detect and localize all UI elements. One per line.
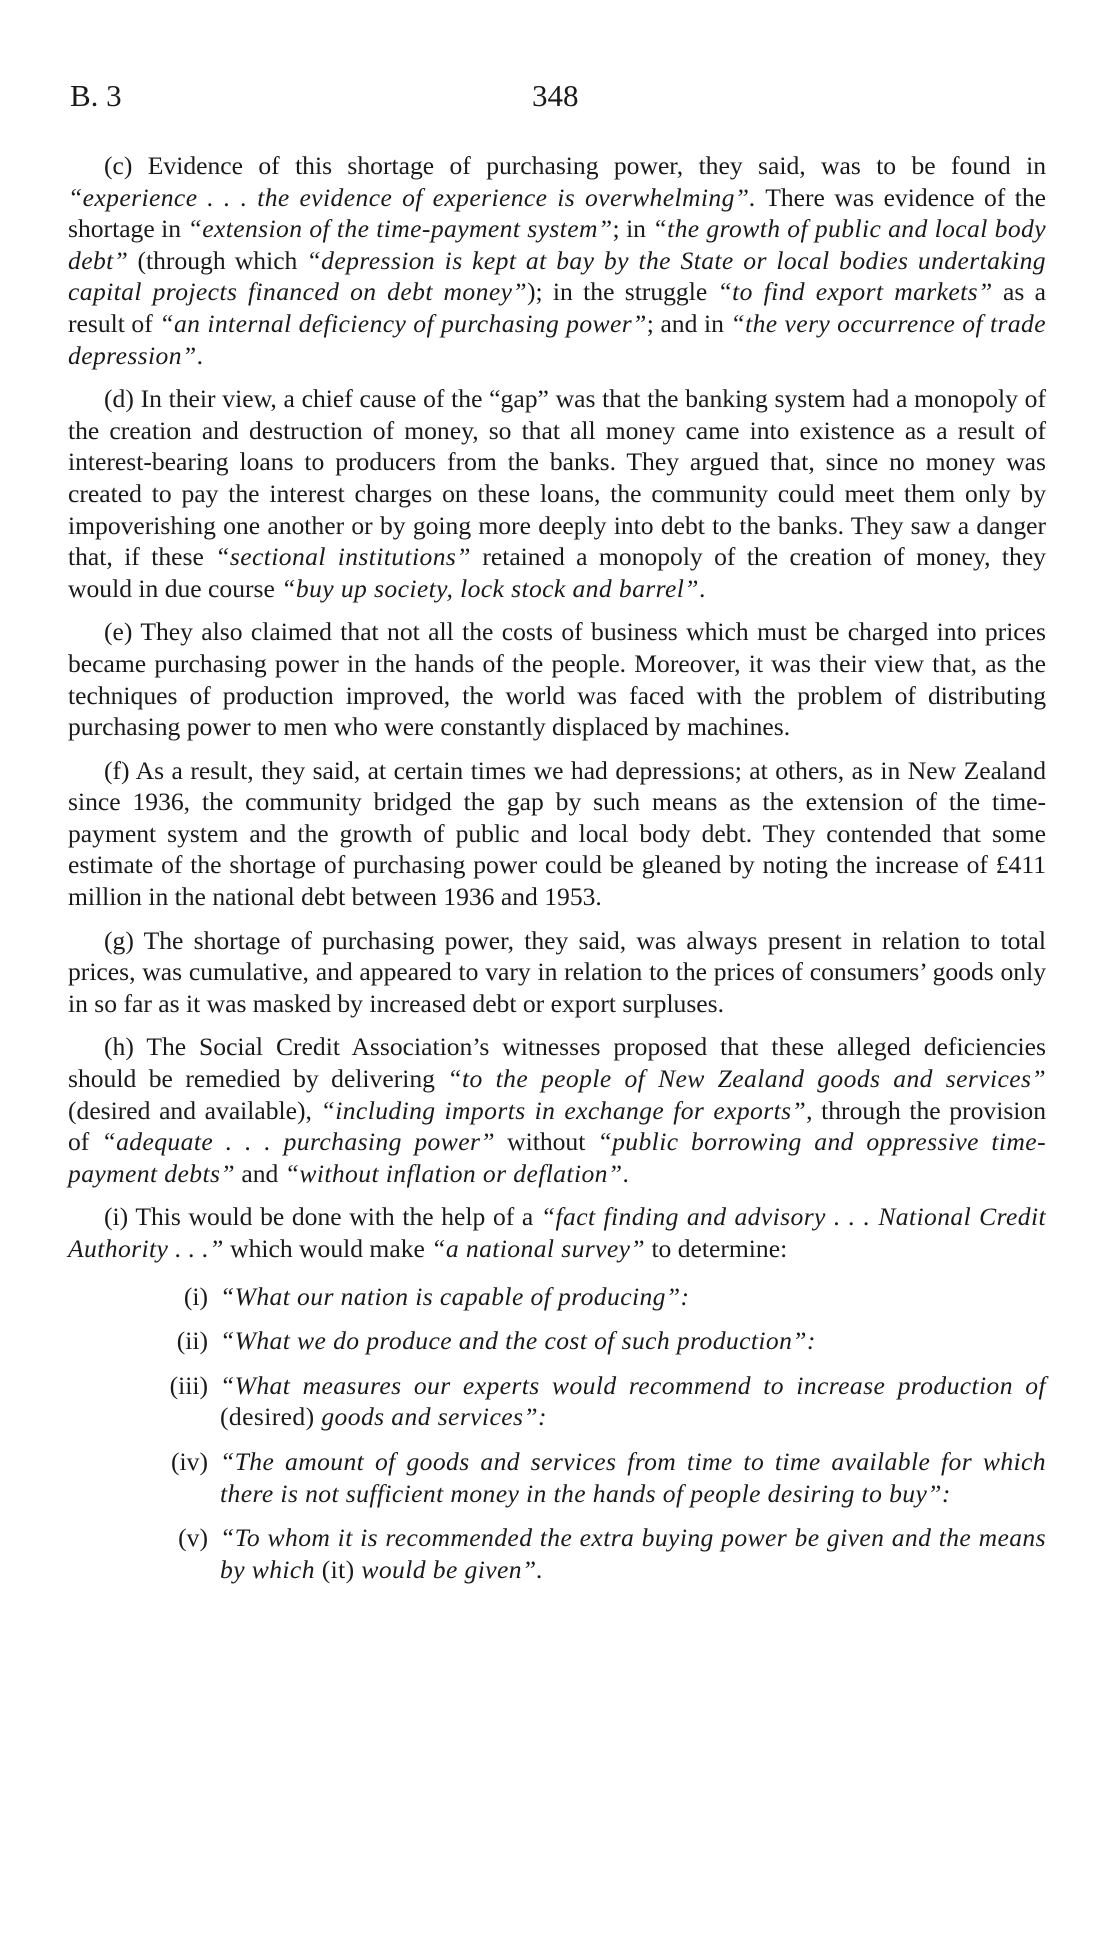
paragraph-label: (f) [104, 755, 130, 785]
quotation: “experience . . . the evidence of experience is overwhelming”. [68, 182, 757, 212]
survey-list [68, 1281, 1046, 1586]
list-item-number: (iii) [169, 1370, 208, 1400]
quotation: “the growth of public and local body debt” [68, 214, 1046, 275]
quotation: “to find export markets” [717, 277, 993, 307]
body-text [68, 150, 1046, 1598]
page-header [62, 76, 1052, 116]
report-code: B. 3 [70, 78, 122, 113]
paragraph-label: (d) [104, 384, 134, 414]
paragraph-label: (e) [104, 617, 133, 647]
paragraph-e: (e) They also claimed that not all the costs of business which must be charged into prices became purchasing power in the hands of the people. Moreover, it was their view that, as the techniques of production improved, the world was faced with the problem of distributing purchasing power to men who were constantly displaced by machines. [68, 617, 1046, 742]
quotation: “the very occurrence of trade depression” [68, 308, 1046, 370]
list-item-text: “What we do produce and the cost of such production”: [220, 1326, 816, 1356]
quotation: “a national survey” [431, 1234, 646, 1263]
quotation: “without inflation or deflation” [284, 1158, 623, 1188]
list-item-text: “What measures our experts would recommend to increase production of (desired) goods and services”: [220, 1370, 1046, 1432]
list-item-text: “To whom it is recommended the extra buying power be given and the means by which (it) would be given”. [220, 1523, 1046, 1584]
quotation: “public borrowing and oppressive time-payment debts” [68, 1127, 1046, 1188]
paragraph-i: (i) This would be done with the help of a “fact finding and advisory . . . National Credit Authority . . .” which would make “a national survey” to determine: [68, 1202, 1046, 1263]
paragraph-h: (h) The Social Credit Association’s witnesses proposed that these alleged deficiencies should be remedied by delivering “to the people of New Zealand goods and services” (desired and available), “including imports in exchange for exports”, through the provision of “adequate . . . purchasing power” without “public borrowing and oppressive time-payment debts” and “without inflation or deflation”. [68, 1032, 1046, 1188]
quotation: “including imports in exchange for exports” [320, 1095, 807, 1125]
quotation: “depression is kept at bay by the State or local bodies undertaking capital projects financed on debt money” [68, 245, 1046, 307]
list-item-number: (i) [183, 1281, 208, 1311]
paragraph-g: (g) The shortage of purchasing power, they said, was always present in relation to total prices, was cumulative, and appeared to vary in relation to the prices of consumers’ goods only in so far as it was masked by increased debt or export surpluses. [68, 925, 1046, 1018]
list-item [68, 1522, 1046, 1585]
list-item [68, 1281, 1046, 1313]
paragraph-d: (d) In their view, a chief cause of the “gap” was that the banking system had a monopoly of the creation and destruction of money, so that all money came into existence as a result of interest-bearing loans to producers from the banks. They argued that, since no money was created to pay the interest charges on these loans, the community could meet them only by impoverishing one another or by going more deeply into debt to the banks. They saw a danger that, if these “sectional institutions” retained a monopoly of the creation of money, they would in due course “buy up society, lock stock and barrel”. [68, 384, 1046, 603]
list-item [68, 1325, 1046, 1357]
paragraph-label: (i) [104, 1202, 129, 1232]
list-item-text: “The amount of goods and services from time to time available for which there is not sufficient money in the hands of people desiring to buy”: [220, 1446, 1046, 1508]
list-item [68, 1370, 1046, 1433]
list-item-number: (iv) [171, 1446, 208, 1476]
quotation: “adequate . . . purchasing power” [101, 1127, 495, 1157]
paragraph-label: (g) [104, 925, 134, 955]
list-item-number: (ii) [176, 1326, 208, 1356]
page-number: 348 [532, 78, 579, 113]
quotation: “fact finding and advisory . . . National Credit Authority . . .” [68, 1202, 1046, 1263]
paragraph-label: (h) [104, 1032, 134, 1062]
paragraph-f: (f) As a result, they said, at certain times we had depressions; at others, as in New Zealand since 1936, the community bridged the gap by such means as the extension of the time-payment system and the growth of public and local body debt. They contended that some estimate of the shortage of purchasing power could be gleaned by noting the increase of £411 million in the national debt between 1936 and 1953. [68, 755, 1046, 912]
paragraph-label: (c) [104, 151, 133, 180]
quotation: “sectional institutions” [215, 542, 471, 572]
list-item-text: “What our nation is capable of producing”: [220, 1281, 690, 1311]
list-item [68, 1446, 1046, 1509]
quotation: “to the people of New Zealand goods and services” [447, 1064, 1046, 1094]
quotation: “extension of the time-payment system” [187, 214, 613, 244]
quotation: “an internal deficiency of purchasing power” [159, 308, 647, 338]
quotation: “buy up society, lock stock and barrel” [281, 573, 699, 603]
list-item-number: (v) [178, 1523, 208, 1553]
paragraph-c: (c) Evidence of this shortage of purchasing power, they said, was to be found in “experience . . . the evidence of experience is overwhelming”. There was evidence of the shortage in “extension of the time-payment system”; in “the growth of public and local body debt” (through which “depression is kept at bay by the State or local bodies undertaking capital projects financed on debt money”); in the struggle “to find export markets” as a result of “an internal deficiency of purchasing power”; and in “the very occurrence of trade depression”. [68, 151, 1046, 370]
